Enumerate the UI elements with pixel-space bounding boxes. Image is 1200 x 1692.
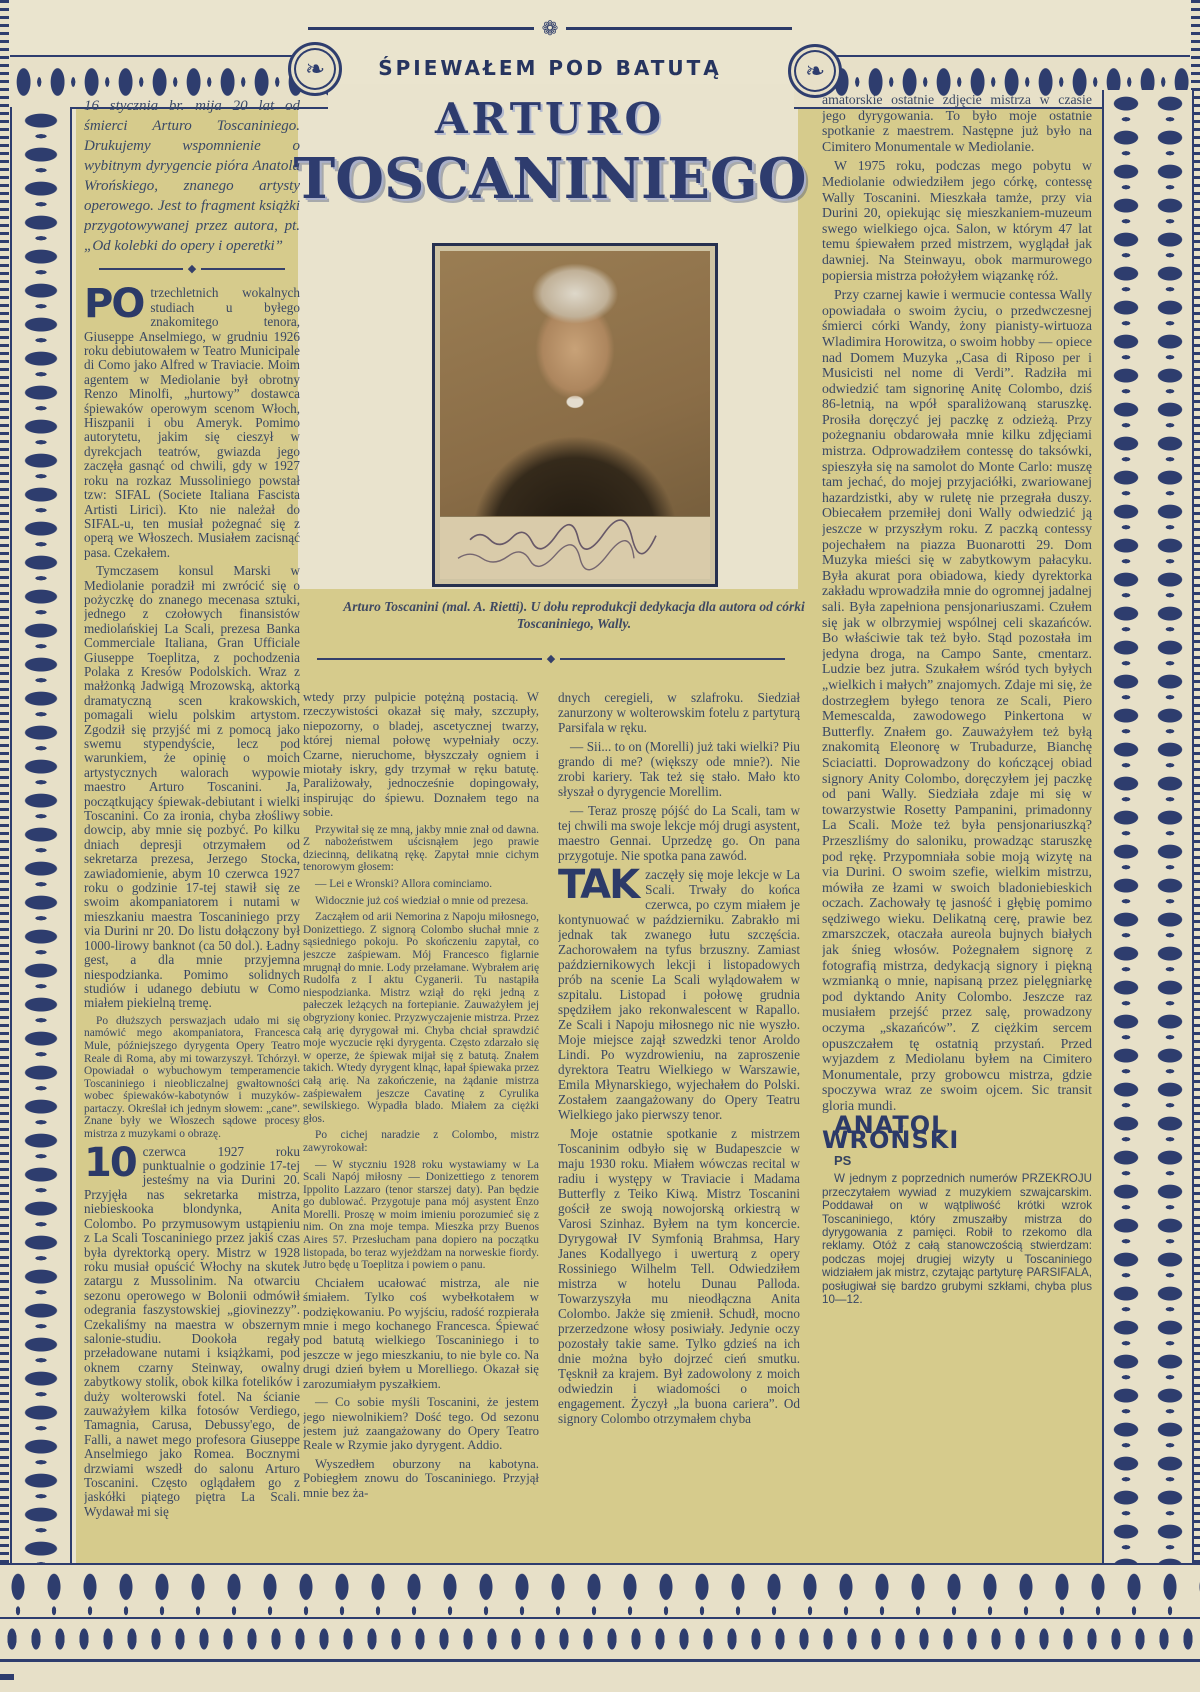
column-3	[558, 690, 800, 1558]
caption-divider	[312, 652, 790, 665]
bottom-border-ornament	[0, 1563, 1200, 1692]
headline-line2: TOSCANINIEGO	[293, 146, 807, 212]
kicker: ŚPIEWAŁEM POD BATUTĄ	[378, 56, 722, 80]
bottom-border-row2	[0, 1619, 1200, 1662]
column-1	[84, 96, 300, 1558]
paragraph: Przywitał się ze mną, jakby mnie znał od dawna. Z nabożeństwem uścisnąłem jego prawie dziecinną, delikatną rękę. Zapytał mnie cichym tenorowym głosem:	[303, 823, 539, 874]
paragraph: Przy czarnej kawie i wermucie contessa Wally opowiadała o swoim życiu, o przedwczesnej śmierci córki Wandy, żony pianisty-wirtuoza Wladimira Horowitza, o swoim hobby — opiece nad Domem Muzyka „Casa di Riposo per i Musicisti nel nome di Verdi”. Radziła mi odwiedzić tam signorinę Anitę Colombo, dziś 86-letnią, na wpół sparaliżowaną staruszkę. Prosiła doręczyć jej paczkę z odzieżą. Przy pożegnaniu obdarowała mnie kilku zdjęciami mistrza. Odprowadziłem contessę do taksówki, spieszyła się na samolot do Monte Carlo: muszę tam jechać, do mojej przyjaciółki, zwariowanej hazardzistki, aby w ruletę nie przegrała duszy. Obiecałem przemiłej doni Wally odwiedzić ją jeszcze w przyszłym roku. Z paczką contessy pojechałem na piazza Buonarotti 29. Dom Muzyka mieści się w zabytkowym pałacyku. Była akurat pora obiadowa, kiedy dyrektorka zakładu wprowadziła mnie do ogromnej jadalnej sali. Była zapełniona pensjonariuszami. Czułem się jak w olbrzymiej wspólnej celi skazańców. Bo właściwie tak też było. Stąd pozostała im jedyna droga, na Campo Sante, cmentarz. Ludzie bez jutra. Szukałem wśród tych byłych „wielkich i małych” znajomych. Zdaje mi się, że dostrzegłem byłego tenora ze Scali, Piero Memescalda, zawodowego Pinkertona w Butterfly. Znałem go. Zauważyłem też byłą znakomitą Eleonorę w Trubadurze, Bianchę Sciaciatti. Doprowadzony do kończącej obiad signory Anity Colombo, doręczyłem jej paczkę od pani Wally. Siedziała zdaje mi się w towarzystwie Rosetty Pampanini, primadonny La Scali. Może też była pensjonariuszką? Przeszliśmy do saloniku, prowadząc staruszkę pod rękę. Przypomniała sobie moją wizytę na via Durini. O swoim szefie, wielkim mistrzu, mówiła ze łzami w swoich bladoniebieskich oczach. Zachowały tę jasność i głębię pomimo sędziwego wieku. Delikatną cerę, prawie bez zmarszczek, otaczała aureola bujnych białych jak śnieg włosów. Pożegnałem signorę z fotografią mistrza, dedykacją signory i piękną wzmianką o mnie, napisaną przez pielęgniarkę pod dyktando Anity Colombo. Jeszcze raz musiałem przejść przez salę, prowadzony oczyma „skazańców”. Z ciężkim sercem opuszczałem tę ostatnią przystań. Przed wyjazdem z Mediolanu byłem na Cimitero Monumentale, przy grobowcu mistrza, gdzie spoczywa wraz ze swoim ojcem. Sic transit gloria mundi.	[822, 287, 1092, 1113]
paragraph	[84, 1139, 300, 1520]
photo-caption: Arturo Toscanini (mal. A. Rietti). U dołu reprodukcji dedykacja dla autora od córki Toscaniniego, Wally.	[343, 599, 805, 631]
leaf-icon: ❧	[304, 55, 326, 83]
handwritten-dedication	[440, 516, 710, 579]
paragraph: W 1975 roku, podczas mego pobytu w Mediolanie odwiedziłem jego córkę, contessę Wally Toscanini. Mieszkała tamże, przy via Durini 20, opiekując się mieszkaniem-muzeum swego wielkiego ojca. Salon, w którym 47 lat temu śpiewałem przed mistrzem, wyglądał jak dawniej. Na Steinwayu, obok marmurowego popiersia mistrza położyłem wiązankę róż.	[822, 158, 1092, 283]
intro-paragraph: 16 stycznia br. mija 20 lat od śmierci Arturo Toscaniniego. Drukujemy wspomnienie o wybitnym dyrygencie pióra Anatola Wrońskiego, znanego artysty operowego. Jest to fragment książki przygotowywanej przez autora, pt. „Od kolebki do opery i operetki”	[84, 98, 300, 254]
paragraph	[84, 281, 300, 560]
header-top-ornament	[300, 16, 800, 40]
paragraph: wtedy przy pulpicie potężną postacią. W rzeczywistości okazał się mały, szczupły, niepozorny, o bladej, ascetycznej twarzy, której niemal połowę wypełniały oczy. Czarne, nieruchome, błyszczały ogniem i miotały iskry, gdy trzymał w ręku batutę. Paraliżowały, jednocześnie dopingowały, inspirując do śpiewu. Doznałem tego na sobie.	[303, 690, 539, 820]
paragraph: — Co sobie myśli Toscanini, że jestem jego niewolnikiem? Dość tego. Od sezonu jestem już zaangażowany do Opery Teatro Reale w Rzymie jako dyrygent. Addio.	[303, 1395, 539, 1453]
column-4	[822, 92, 1092, 1560]
flower-icon: ❁	[541, 16, 559, 40]
left-border-ornament	[10, 107, 72, 1565]
left-edge-ornament	[0, 0, 9, 1692]
paragraph: — Lei e Wronski? Allora cominciamo.	[315, 878, 493, 891]
paragraph: Chciałem ucałować mistrza, ale nie śmiałem. Tylko coś wybełkotałem w podziękowaniu. Po wyjściu, radość rozpierała mnie i mego kochanego Francesca. Śpiewać pod batutą wielkiego Toscaniniego i to jeszcze w jego mieszkaniu, to nie byle co. Na drugi dzień byłem u Morelliego. Okazał się zarozumiałym pyszałkiem.	[303, 1275, 539, 1391]
right-border-ornament	[1102, 90, 1194, 1565]
bottom-border-row3	[0, 1662, 1200, 1692]
column-2	[303, 690, 539, 1558]
paragraph: Po cichej naradzie z Colombo, mistrz zawyrokował:	[303, 1129, 539, 1154]
bottom-border-row1	[0, 1565, 1200, 1619]
dropcap-po: PO	[84, 281, 144, 328]
ps-label: PS	[834, 1152, 852, 1168]
paragraph	[558, 862, 800, 1122]
paragraph: — Sii... to on (Morelli) już taki wielki? Piu grando di me? (większy ode mnie?). Nie zrobi kariery. Tak też się stało. Mało kto słyszał o dyrygencie Morellim.	[558, 739, 800, 799]
paragraph: Widocznie już coś wiedział o mnie od prezesa.	[315, 894, 529, 907]
author-byline: ANATOL WROŃSKI	[822, 1110, 960, 1155]
paragraph: Zacząłem od arii Nemorina z Napoju miłosnego, Donizettiego. Z signorą Colombo słuchał mnie z sąsiedniego pokoju. Po skończeniu zapytał, co jeszcze zaśpiewam. Mój Francesco figlarnie mrugnął do mnie. Lody przełamane. Wybrałem arię Rudolfa z I aktu Cyganerii. Tu nastąpiła niespodzianka. Mistrz wziął do ręki jedną z pałeczek leżących na fortepianie. Zauważyłem jej obgryziony koniec. Przyzwyczajenie mistrza. Przez całą arię dyrygował mi. Chyba chciał sprawdzić moje wyczucie ręki dyrygenta. Często zdarzało się w operze, że śpiewak mijał się z batutą. Znałem takich. Wtedy dyrygent klnąc, łapał śpiewaka przez całą arię. Na zakończenie, na żądanie mistrza zaśpiewałem jeszcze Cavatinę z Cyrulika sewilskiego. Wypadła blado. Miałem za ciężki głos.	[303, 911, 539, 1125]
toscanini-portrait-frame	[432, 243, 718, 587]
paragraph: — W styczniu 1928 roku wystawiamy w La Scali Napój miłosny — Donizettiego z tenorem Ippolito Lazzaro (tenor starszej daty). Pan będzie go dublować. Przygotuje pana mój asystent Enzo Morelli. Proszę w moim imieniu porozumieć się z nim. On zna moje tempa. Mieszka przy Buenos Aires 57. Przesłucham pana dopiero na początku listopada, bo teraz wyjeżdżam na norweskie fiordy. Jutro będę u Toeplitza i powiem o panu.	[303, 1158, 539, 1272]
paragraph-text: trzechletnich wokalnych studiach u byłego znakomitego tenora, Giuseppe Anselmiego, w grudniu 1926 roku debiutowałem w Teatro Municipale di Como jako Alfred w Traviacie. Moim agentem w Mediolanie był obrotny Renzo Minolfi, „hurtowy” dostawca śpiewaków operowym scenom Włoch, Hiszpanii i obu Ameryk. Pomimo autorytetu, jakim się cieszył w dyrekcjach teatrów, gwiazda jego zaczęła gasnąć od chwili, gdy w 1927 roku na rozkaz Mussoliniego powstał tzw: SIFAL (Societe Italiana Fascista Artisti Lirici). Kto nie należał do SIFAL-u, ten musiał pożegnać się z operą we Włoszech. Musiałem zacisnąć pasa. Czekałem.	[84, 285, 300, 560]
paragraph-text: zaczęły się moje lekcje w La Scali. Trwały do końca czerwca, po czym miałem je kontynuować w październiku. Zabrakło mi jednak tak zwanego łutu szczęścia. Zachorowałem na tyfus brzuszny. Zamiast październikowych lekcji i listopadowych prób na scenie La Scali wylądowałem w szpitalu. Listopad i połowę grudnia spędziłem jako rekonwalescent w Rapallo. Ze Scali i Napoju miłosnego nic nie wyszło. Moje miejsce zajął szwedzki tenor Aroldo Lindi. Po wyzdrowieniu, na zaproszenie dyrektora Teatru Wielkiego w Warszawie, Emila Młynarskiego, wyjechałem do Polski. Zostałem zaangażowany do Opery Teatru Wielkiego jako pierwszy tenor.	[558, 867, 800, 1122]
toscanini-portrait	[440, 251, 710, 579]
leaf-icon: ❧	[804, 57, 826, 85]
paragraph: Moje ostatnie spotkanie z mistrzem Toscaninim odbyło się w Budapeszcie w maju 1930 roku. Miałem wówczas recital w radiu i występy w Traviacie i Madama Butterfly z Teiko Kiwą. Mistrz Toscanini gościł ze swoją nowojorską orkiestrą w Varosi Szinhaz. Byłem na tym koncercie. Dyrygował IV Symfonią Brahmsa, Hary Janes Kodallyego i uwerturą z opery Rossiniego Wilhelm Tell. Odwiedziłem mistrza w hotelu Dunau Palloda. Towarzyszyła mu nieodłączna Anita Colombo. Jakże się zmienił. Schudł, mocno przerzedzone włosy posiwiały. Jedynie oczy pozostały takie same. Tylko gdzieś na ich dnie można było dojrzeć cień smutku. Tęsknił za krajem. Był zadowolony z moich odwiedzin i wiadomości o moich engagement. Życzył „la buona cariera”. Od signory Colombo otrzymałem chyba	[558, 1126, 800, 1426]
paragraph: Wyszedłem oburzony na kabotyna. Pobiegłem znowu do Toscaniniego. Przyjął mnie bez ża-	[303, 1456, 539, 1500]
paragraph: Po dłuższych perswazjach udało mi się namówić mego akompaniatora, Francesca Mule, późniejszego dyrygenta Opery Teatro Reale di Roma, aby mi towarzyszył. Tchórzył. Opowiadał o wybuchowym temperamencie Toscaniniego i nieobliczalnej gwałtowności wobec śpiewaków-kabotynów i muzyków-partaczy. Określał ich jednym słowem: „cane”. Znane były we Włoszech sądowe procesy mistrza z muzykami o obrazę.	[84, 1014, 300, 1141]
paragraph: amatorskie ostatnie zdjęcie mistrza w czasie jego dyrygowania. To było moje ostatnie spotkanie z maestrem. Następne już było na Cimitero Monumentale w Mediolanie.	[822, 92, 1092, 154]
paragraph: — Teraz proszę pójść do La Scali, tam w tej chwili ma swoje lekcje mój drugi asystent, maestro Gennai. Uprzedzę go. On pana przygotuje. Nie spotka pana zawód.	[558, 803, 800, 863]
intro-divider	[94, 262, 290, 276]
ps-paragraph: W jednym z poprzednich numerów PRZEKROJU przeczytałem wywiad z muzykiem szwajcarskim. Poddawał on w wątpliwość krótki wzrok Toscaniniego, który zmuszałby mistrza do dyrygowania z pamięci. Robił to rzekomo dla reklamy. Otóż z całą stanowczością stwierdzam: podczas mojej drugiej wizyty u Toscaniniego widziałem jak mistrz, czytając partyturę PARSIFALA, posługiwał się bardzo grubymi szkłami, chyba plus 10—12.	[822, 1172, 1092, 1307]
dropcap-10: 10	[84, 1139, 136, 1186]
paragraph: Tymczasem konsul Marski w Mediolanie poradził mi zwrócić się o pożyczkę do znanego mecenasa sztuki, jednego z czołowych finansistów mediolańskiej La Scali, prezesa Banka Commerciale Italiana, Gran Ufficiale Giuseppe Toeplitza, z pochodzenia Polaka z Kresów Podolskich. Wraz z małżonką Jadwigą Mrozowską, aktorką dramatyczną scen krakowskich, pomagali wielu polskim artystom. Zgodził się przyjść mi z pomocą jako swemu stypendyście, lecz pod warunkiem, że opinię o moich artystycznych walorach wypowie maestro Arturo Toscanini. Ja, początkujący śpiewak-debiutant i wielki Toscanini. Co za ironia, chyba złośliwy dowcip, aby mnie się pozbyć. Po kilku dniach depresji otrzymałem od sekretarza prezesa, Jerzego Stocka, zawiadomienie, abym 10 czerwca 1927 roku o godzinie 17-tej stawił się ze swoim akompaniatorem i nutami w mieszkaniu maestra Toscaniniego przy via Durini nr 20. Do listu dołączony był 1000-lirowy banknot (ca 50 dol.). Ładny gest, a dla mnie przyjemna niespodzianka. Pomimo solidnych studiów i udanego debiutu w Como miałem piekielną tremę.	[84, 563, 300, 1011]
diamond-icon: ◆	[187, 263, 197, 275]
paragraph-text: czerwca 1927 roku punktualnie o godzinie 17-tej jesteśmy na via Durini 20. Przyjęła nas sekretarka mistrza, niebieskooka blondynka, Anita Colombo. Po przymusowym ustąpieniu z La Scali Toscaniniego przez jakiś czas była dyrektorką opery. Mistrz w 1928 roku musiał opuścić Włochy na skutek zatargu z Mussolinim. Na otwarciu sezonu operowego w Bolonii odmówił odegrania faszystowskiej „giovinezzy”. Czekaliśmy na maestra w obszernym salonie-studiu. Dookoła regały przeładowane nutami i książkami, pod oknem czarny Steinway, owalny zabytkowy stolik, obok kilka fotelików i duży wolterowski fotel. Na ścianie zauważyłem kilka fotosów Verdiego, Tamagnia, Carusa, Debussy'ego, de Falli, a nawet mego profesora Giuseppe Anselmiego jako Romea. Bocznymi drzwiami wszedł do salonu Arturo Toscanini. Często oglądałem go z jaskółki piątego piętra La Scali. Wydawał mi się	[84, 1143, 300, 1519]
dropcap-tak: TAK	[558, 862, 639, 908]
paragraph: dnych ceregieli, w szlafroku. Siedział zanurzony w wolterowskim fotelu z partyturą Parsifala w ręku.	[558, 690, 800, 735]
headline-line1: ARTURO	[434, 94, 666, 143]
diamond-icon: ◆	[546, 653, 556, 665]
